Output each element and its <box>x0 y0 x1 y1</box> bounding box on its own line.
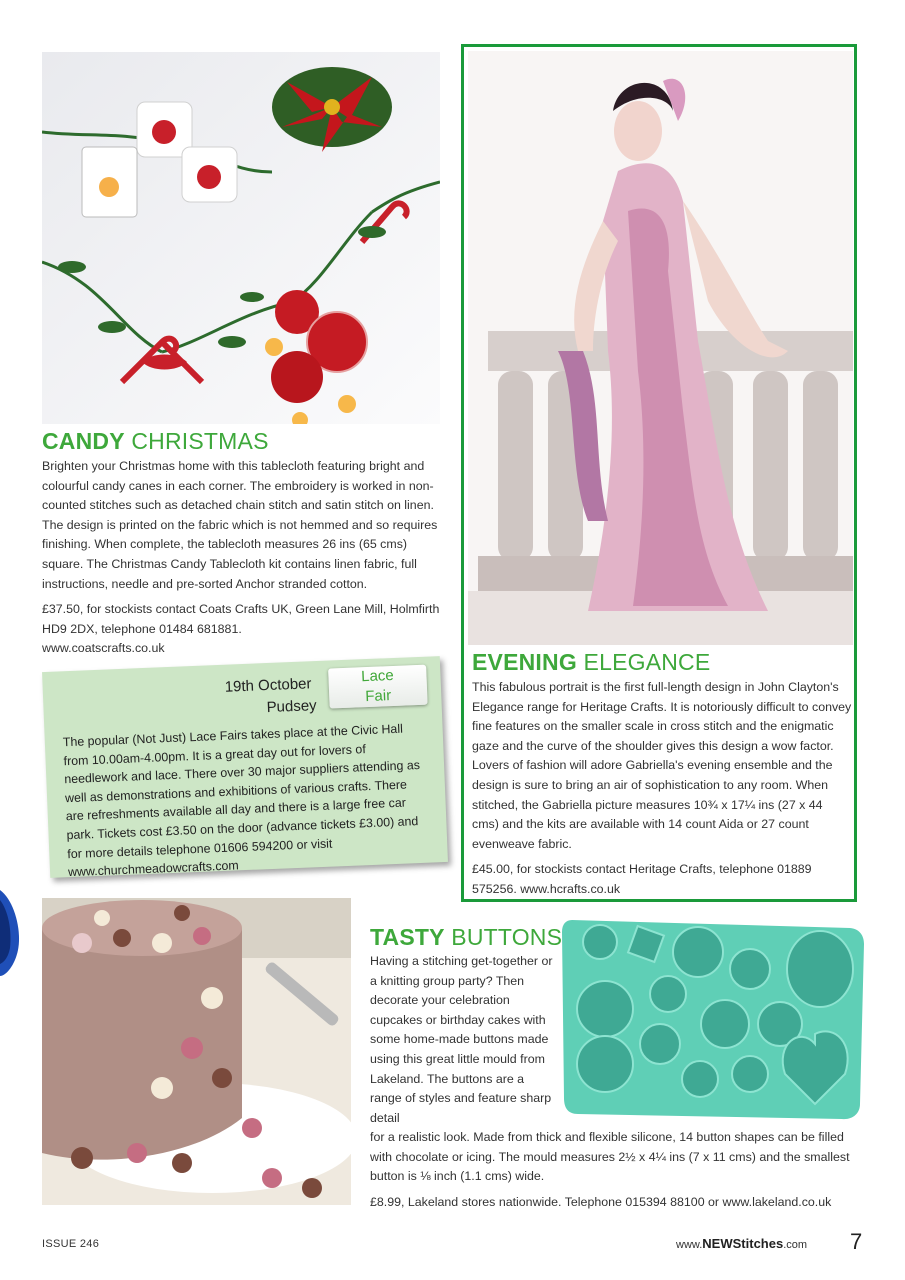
candy-christmas-title <box>42 428 269 455</box>
candy-price: £37.50, for stockists contact Coats Crafts UK, Green Lane Mill, Holmfirth HD9 2DX, telephone 01484 681881. <box>42 602 440 636</box>
scissors-handle-graphic <box>0 890 20 976</box>
evening-elegance-body <box>472 678 852 900</box>
lace-badge-line1: Lace <box>360 666 395 686</box>
tasty-buttons-body-wide: for a realistic look. Made from thick and flexible silicone, 14 button shapes can be filled with chocolate or icing. The mould measures 2½ x 4¼ ins (7 x 11 cms) and the smallest button is ⅛ inch (1.1 cms) wide. <box>370 1130 850 1184</box>
issue-number: ISSUE 246 <box>42 1238 100 1250</box>
button-mould-photo <box>560 914 866 1122</box>
tablecloth-photo <box>42 52 440 424</box>
tasty-buttons-title <box>370 924 562 951</box>
evening-title-bold: EVENING <box>472 649 577 675</box>
tasty-buttons-body-narrow: Having a stitching get-together or a knitting group party? Then decorate your celebration cupcakes or birthday cakes with some home-made buttons made using this great little mould from Lakeland. The buttons are a range of styles and feature sharp detail <box>370 954 553 1125</box>
footer-url-pre: www. <box>676 1239 703 1251</box>
evening-price: £45.00, for stockists contact Heritage Crafts, telephone 01889 575256. www.hcrafts.co.uk <box>472 862 812 896</box>
evening-elegance-title <box>472 649 710 676</box>
candy-title-light: CHRISTMAS <box>131 428 269 454</box>
candy-christmas-body <box>42 457 442 659</box>
footer-website[interactable] <box>676 1236 807 1251</box>
footer-url-new: NEW <box>702 1236 733 1251</box>
lace-fair-body: The popular (Not Just) Lace Fairs takes place at the Civic Hall from 10.00am-4.00pm. It is a great day out for lovers of needlework and lace. There over 30 major suppliers attending as well as demonstrations and exhibitions of various crafts. There are refreshments available all day and there is a large free car park. Tickets cost £3.50 on the door (advance tickets £3.00) and for more details telephone 01606 594200 or visit www.churchmeadowcrafts.com <box>62 721 421 880</box>
footer-url-stitches: Stitches <box>732 1236 784 1251</box>
lace-fair-badge <box>328 665 428 709</box>
lace-fair-place: Pudsey <box>266 697 317 717</box>
tasty-title-bold: TASTY <box>370 924 445 950</box>
lace-fair-box <box>42 656 448 878</box>
page-number: 7 <box>850 1229 863 1254</box>
lace-fair-date: 19th October <box>224 675 312 696</box>
lace-badge-line2: Fair <box>365 687 392 706</box>
evening-description: This fabulous portrait is the first full-length design in John Clayton's Elegance range for Heritage Crafts. It is notoriously difficult to convey fine features on the smaller scale in cross stitch and the enigmatic gaze and the curve of the shoulder gives this design a wow factor. Lovers of fashion will adore Gabriella's evening ensemble and the design is sure to bring an air of sophistication to any room. When stitched, the Gabriella picture measures 10¾ x 17¼ ins (27 x 44 cms) and the kits are available with 14 count Aida or 27 count evenweave fabric. <box>472 680 852 851</box>
button-cake-photo <box>42 898 351 1205</box>
tasty-buttons-price: £8.99, Lakeland stores nationwide. Telephone 015394 88100 or www.lakeland.co.uk <box>370 1195 832 1209</box>
candy-title-bold: CANDY <box>42 428 125 454</box>
footer-url-post: .com <box>783 1239 808 1251</box>
gabriella-portrait-photo <box>468 51 853 645</box>
evening-title-light: ELEGANCE <box>583 649 711 675</box>
tasty-title-light: BUTTONS <box>451 924 563 950</box>
candy-url: www.coatscrafts.co.uk <box>42 641 165 656</box>
candy-description: Brighten your Christmas home with this tablecloth featuring bright and colourful candy canes in each corner. The embroidery is worked in non-counted stitches such as detached chain stitch and satin stitch on linen. The design is printed on the fabric which is not hemmed and so requires finishing. When complete, the tablecloth measures 26 ins (65 cms) square. The Christmas Candy Tablecloth kit contains linen fabric, full instructions, needle and pre-sorted Anchor stranded cotton. <box>42 459 438 591</box>
evening-elegance-box <box>461 44 857 902</box>
